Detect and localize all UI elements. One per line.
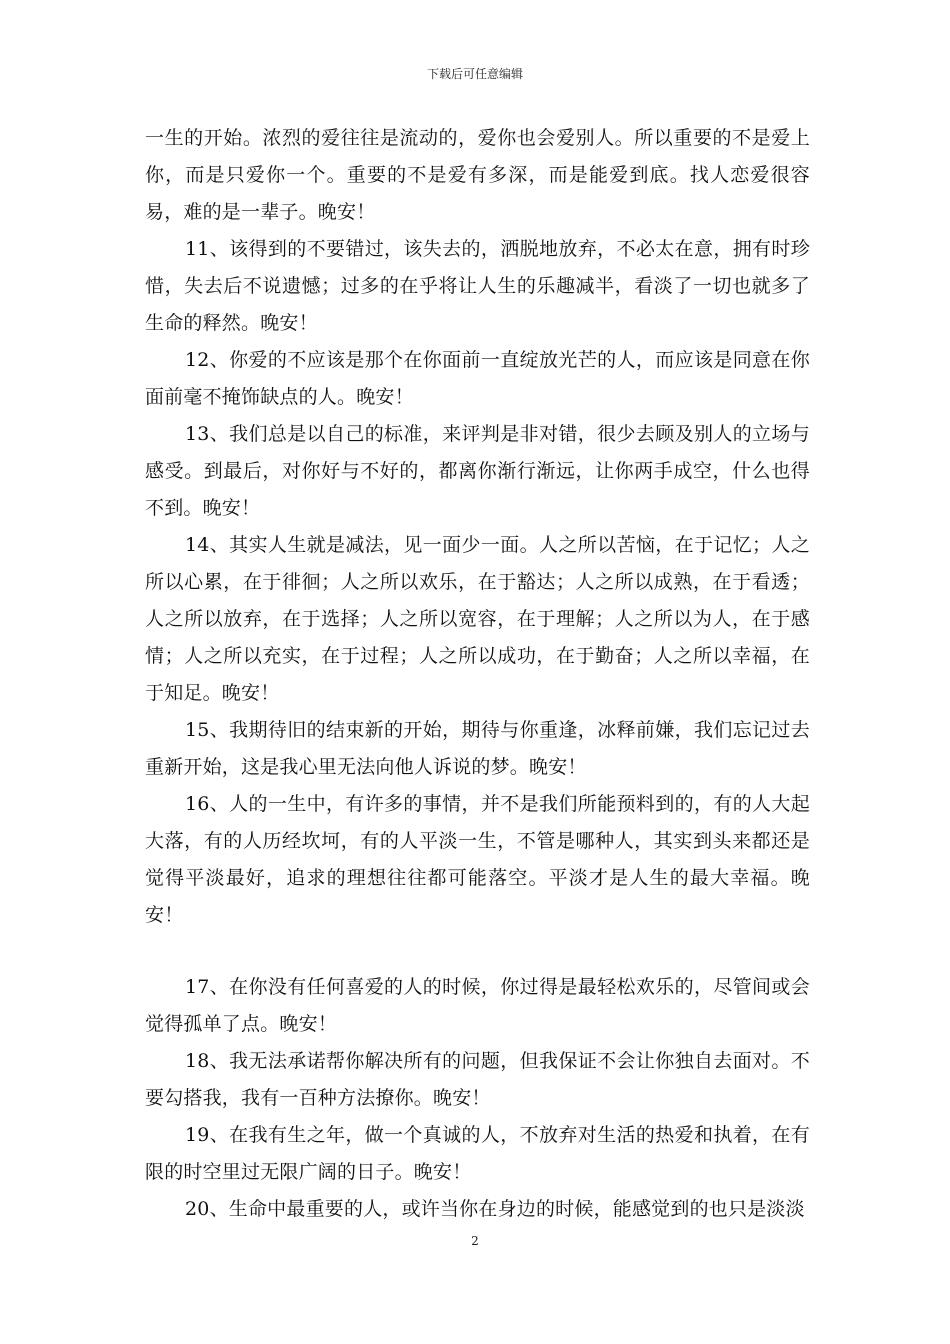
paragraph-item-13: 13、我们总是以自己的标准，来评判是非对错，很少去顾及别人的立场与感受。到最后，对你好与不好的，都离你渐行渐远，让你两手成空，什么也得不到。晚安！ <box>145 423 810 519</box>
paragraph-item-15: 15、我期待旧的结束新的开始，期待与你重逢，冰释前嫌，我们忘记过去重新开始，这是我心里无法向他人诉说的梦。晚安！ <box>145 719 810 778</box>
paragraph-item-17: 17、在你没有任何喜爱的人的时候，你过得是最轻松欢乐的，尽管间或会觉得孤单了点。晚安！ <box>145 976 810 1035</box>
paragraph-item-11: 11、该得到的不要错过，该失去的，洒脱地放弃，不必太在意，拥有时珍惜，失去后不说遗憾；过多的在乎将让人生的乐趣减半，看淡了一切也就多了生命的释然。晚安！ <box>145 238 810 334</box>
paragraph-item-12: 12、你爱的不应该是那个在你面前一直绽放光芒的人，而应该是同意在你面前毫不掩饰缺点的人。晚安！ <box>145 349 810 408</box>
paragraph-item-18: 18、我无法承诺帮你解决所有的问题，但我保证不会让你独自去面对。不要勾搭我，我有一百种方法撩你。晚安！ <box>145 1050 810 1109</box>
document-body <box>145 120 810 1228</box>
paragraph-item-20: 20、生命中最重要的人，或许当你在身边的时候，能感觉到的也只是淡淡 <box>185 1198 805 1220</box>
paragraph-continuation: 一生的开始。浓烈的爱往往是流动的，爱你也会爱别人。所以重要的不是爱上你，而是只爱你一个。重要的不是爱有多深，而是能爱到底。找人恋爱很容易，难的是一辈子。晚安！ <box>145 127 810 223</box>
page-header: 下载后可任意编辑 <box>426 67 523 81</box>
paragraph-item-19: 19、在我有生之年，做一个真诚的人，不放弃对生活的热爱和执着，在有限的时空里过无限广阔的日子。晚安！ <box>145 1124 810 1183</box>
paragraph-gap <box>145 934 810 969</box>
page-number: 2 <box>471 1234 479 1248</box>
paragraph-item-14: 14、其实人生就是减法，见一面少一面。人之所以苦恼，在于记忆；人之所以心累，在于徘徊；人之所以欢乐，在于豁达；人之所以成熟，在于看透；人之所以放弃，在于选择；人之所以宽容，在于理解；人之所以为人，在于感情；人之所以充实，在于过程；人之所以成功，在于勤奋；人之所以幸福，在于知足。晚安！ <box>145 534 810 704</box>
paragraph-item-16: 16、人的一生中，有许多的事情，并不是我们所能预料到的，有的人大起大落，有的人历经坎坷，有的人平淡一生，不管是哪种人，其实到头来都还是觉得平淡最好，追求的理想往往都可能落空。平淡才是人生的最大幸福。晚安！ <box>145 793 810 926</box>
